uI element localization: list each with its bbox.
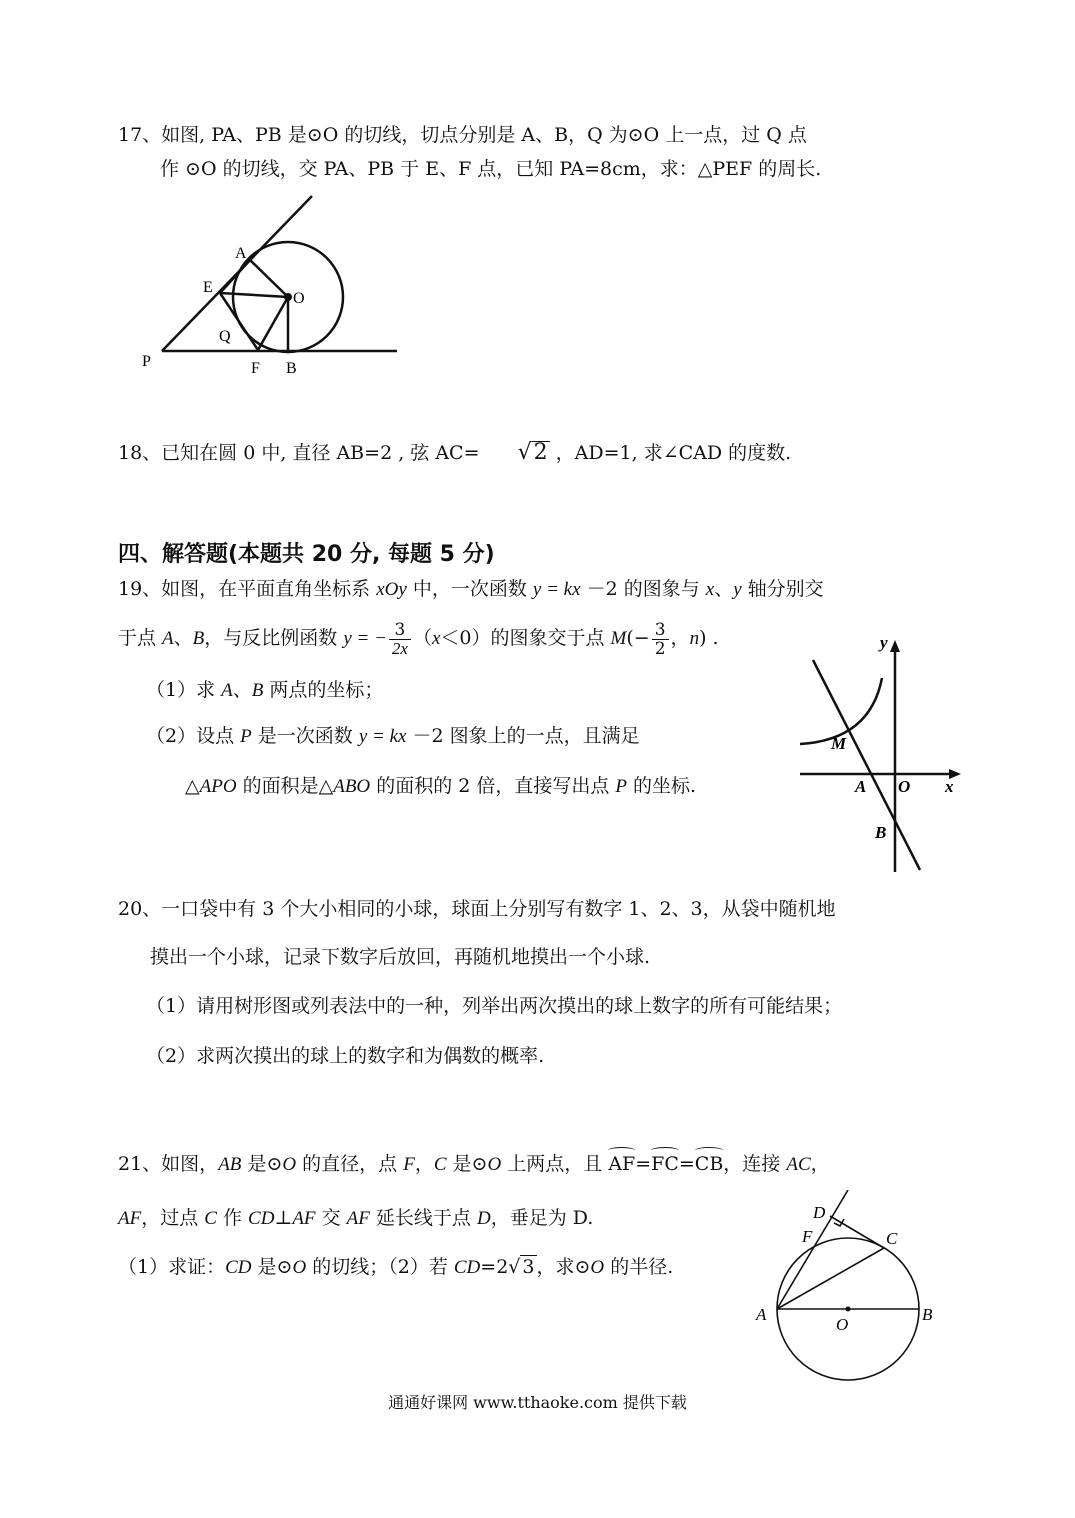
q21-AB: AB xyxy=(218,1154,242,1175)
y-axis-arrow xyxy=(890,640,900,652)
q19-m-fraction xyxy=(652,621,669,658)
q21-label-D: D xyxy=(813,1203,826,1222)
q19-M: M xyxy=(610,628,627,649)
q21-arc-CB: CB xyxy=(694,1153,724,1175)
q19-B: B xyxy=(251,680,264,701)
q19-text: ) . xyxy=(699,627,719,649)
q21-C: C xyxy=(204,1208,217,1229)
q21-text: ，垂足为 D. xyxy=(490,1207,594,1229)
q21-AC: AC xyxy=(786,1154,811,1175)
q21-text: ，求⊙ xyxy=(536,1256,591,1278)
q17-line2: 作 ⊙O 的切线，交 PA、PB 于 E、F 点，已知 PA=8cm，求：△PEF 的周长. xyxy=(160,158,822,180)
q21-text: 是⊙ xyxy=(241,1153,283,1175)
q19-text: （1）求 xyxy=(146,679,222,701)
q17-label-E: E xyxy=(203,279,213,296)
q19-text: －2 的图象与 xyxy=(580,578,706,600)
q19-text: 于点 xyxy=(118,627,163,649)
q21-text: 交 xyxy=(315,1207,347,1229)
q21-text: ，过点 xyxy=(141,1207,205,1229)
q19-ABO: ABO xyxy=(333,776,371,797)
q18-line xyxy=(118,440,791,466)
q19-frac-num: 3 xyxy=(389,621,411,640)
q20-part1: （1）请用树形图或列表法中的一种，列举出两次摸出的球上数字的所有可能结果； xyxy=(146,995,843,1017)
q19-x: x xyxy=(705,579,715,600)
q21-text: 的切线；（2）若 xyxy=(306,1256,454,1278)
q18-prefix: 18、已知在圆 0 中, 直径 AB=2 , 弦 AC= xyxy=(118,442,480,464)
q17-label-O: O xyxy=(293,290,305,307)
q19-func: y = kx xyxy=(358,726,407,747)
q19-text: 中，一次函数 xyxy=(406,578,533,600)
q19-text: （2）设点 xyxy=(146,725,241,747)
q19-text: －2 图象上的一点，且满足 xyxy=(406,725,640,747)
q19-label-A: A xyxy=(855,777,867,796)
footer-source: 通通好课网 www.tthaoke.com 提供下载 xyxy=(388,1393,687,1412)
q19-label-B: B xyxy=(875,823,887,842)
q21-text: 21、如图， xyxy=(118,1153,219,1175)
q21-text: =2 xyxy=(480,1256,509,1278)
q21-label-C: C xyxy=(886,1229,898,1248)
q19-APO: APO xyxy=(199,776,237,797)
q19-text: ，与反比例函数 xyxy=(204,627,344,649)
q19-text: 、 xyxy=(714,578,734,600)
q21-CD: CD xyxy=(453,1257,481,1278)
q21-text: 作 xyxy=(216,1207,249,1229)
q19-text: 是一次函数 xyxy=(251,725,359,747)
q19-P: P xyxy=(615,776,628,797)
q19-line1 xyxy=(118,576,824,603)
q19-line2 xyxy=(118,616,719,661)
q19-text: 两点的坐标； xyxy=(263,679,384,701)
q19-label-M: M xyxy=(831,734,847,753)
q21-D: D xyxy=(476,1208,491,1229)
q21-CD: CD xyxy=(248,1208,275,1229)
q19-text: 的面积的 2 倍，直接写出点 xyxy=(370,775,616,797)
q19-n: n xyxy=(689,628,700,649)
q19-figure xyxy=(795,628,975,878)
q21-arc-AF: AF xyxy=(608,1153,636,1175)
q18-suffix: ，AD=1, 求∠CAD 的度数. xyxy=(555,442,792,464)
q19-label-y: y xyxy=(880,633,888,652)
q21-text: 上两点，且 xyxy=(501,1153,609,1175)
q17-figure xyxy=(135,190,435,380)
q19-text: 、 xyxy=(232,679,252,701)
q19-cond-x: x xyxy=(431,628,441,649)
q19-func: y = kx xyxy=(532,579,581,600)
q19-A: A xyxy=(162,628,174,649)
q19-text: ＜0）的图象交于点 xyxy=(440,627,611,649)
q21-label-O: O xyxy=(836,1315,849,1334)
q21-eq: = xyxy=(678,1153,695,1175)
q17-label-B: B xyxy=(286,360,297,377)
q21-O: O xyxy=(292,1257,307,1278)
q21-C: C xyxy=(433,1154,447,1175)
q21-line1 xyxy=(118,1151,830,1178)
q18-sqrt: √2 xyxy=(517,440,548,465)
q19-fraction xyxy=(389,621,411,658)
q19-part2-cont xyxy=(185,773,696,800)
q17-line1: 17、如图, PA、PB 是⊙O 的切线，切点分别是 A、B，Q 为⊙O 上一点，过 Q 点 xyxy=(118,124,807,146)
q19-text: △ xyxy=(185,775,200,797)
q21-label-A: A xyxy=(756,1305,767,1324)
q19-part1 xyxy=(146,677,383,704)
q18-sqrt-value: 2 xyxy=(533,440,548,465)
q21-text: ， xyxy=(810,1153,830,1175)
q21-label-B: B xyxy=(922,1305,933,1324)
q21-text: （1）求证： xyxy=(118,1256,226,1278)
q21-text: ⊥ xyxy=(274,1207,293,1229)
q21-O: O xyxy=(282,1154,297,1175)
q21-text: 的半径. xyxy=(604,1256,674,1278)
q17-label-P: P xyxy=(142,353,151,370)
q19-text: 、 xyxy=(173,627,193,649)
q19-y: y xyxy=(733,579,742,600)
q19-inv-func: y = − xyxy=(343,628,387,649)
q21-O: O xyxy=(487,1154,502,1175)
q21-sqrt: √ 3 xyxy=(508,1256,535,1278)
q21-line2 xyxy=(118,1205,593,1232)
q21-eq: = xyxy=(635,1153,652,1175)
q21-O: O xyxy=(590,1257,605,1278)
q20-line2: 摸出一个小球，记录下数字后放回，再随机地摸出一个小球. xyxy=(150,946,651,968)
q19-text: ， xyxy=(670,627,690,649)
q21-label-F: F xyxy=(802,1227,813,1246)
q21-text: 是⊙ xyxy=(446,1153,488,1175)
q19-label-O: O xyxy=(898,777,911,796)
q17-label-Q: Q xyxy=(219,328,231,345)
q19-part2 xyxy=(146,723,640,750)
q19-text: 的面积是△ xyxy=(236,775,334,797)
q19-frac-den: 2x xyxy=(391,638,408,658)
q19-text: 轴分别交 xyxy=(741,578,824,600)
q19-A: A xyxy=(221,680,233,701)
q19-xoy: xOy xyxy=(376,579,407,600)
q21-AF: AF xyxy=(118,1208,142,1229)
q19-text: （ xyxy=(412,627,432,649)
q17-label-F: F xyxy=(251,360,260,377)
q19-m-num: 3 xyxy=(652,621,669,640)
section4-heading: 四、解答题(本题共 20 分, 每题 5 分) xyxy=(118,542,495,567)
q21-text: ，连接 xyxy=(723,1153,787,1175)
q19-text: 的坐标. xyxy=(627,775,697,797)
q21-text: 是⊙ xyxy=(251,1256,293,1278)
q19-text: (− xyxy=(626,627,650,649)
q21-text: ， xyxy=(414,1153,434,1175)
q21-arc-FC: FC xyxy=(651,1153,679,1175)
q19-B: B xyxy=(192,628,205,649)
q19-label-x: x xyxy=(945,777,954,796)
q19-text: 19、如图，在平面直角坐标系 xyxy=(118,578,377,600)
q20-part2: （2）求两次摸出的球上的数字和为偶数的概率. xyxy=(146,1045,545,1067)
q21-line3 xyxy=(118,1254,673,1281)
q21-F: F xyxy=(403,1154,415,1175)
q17-label-A: A xyxy=(235,245,247,262)
q21-AF: AF xyxy=(292,1208,316,1229)
q19-m-den: 2 xyxy=(654,638,666,659)
q19-P: P xyxy=(240,726,252,747)
q21-AF: AF xyxy=(346,1208,370,1229)
q21-CD: CD xyxy=(225,1257,252,1278)
q20-line1: 20、一口袋中有 3 个大小相同的小球，球面上分别写有数字 1、2、3，从袋中随机地 xyxy=(118,898,836,920)
q21-text: 延长线于点 xyxy=(369,1207,477,1229)
q21-sqrt-value: 3 xyxy=(522,1256,535,1278)
q21-text: 的直径，点 xyxy=(296,1153,404,1175)
q21-figure xyxy=(750,1190,950,1390)
